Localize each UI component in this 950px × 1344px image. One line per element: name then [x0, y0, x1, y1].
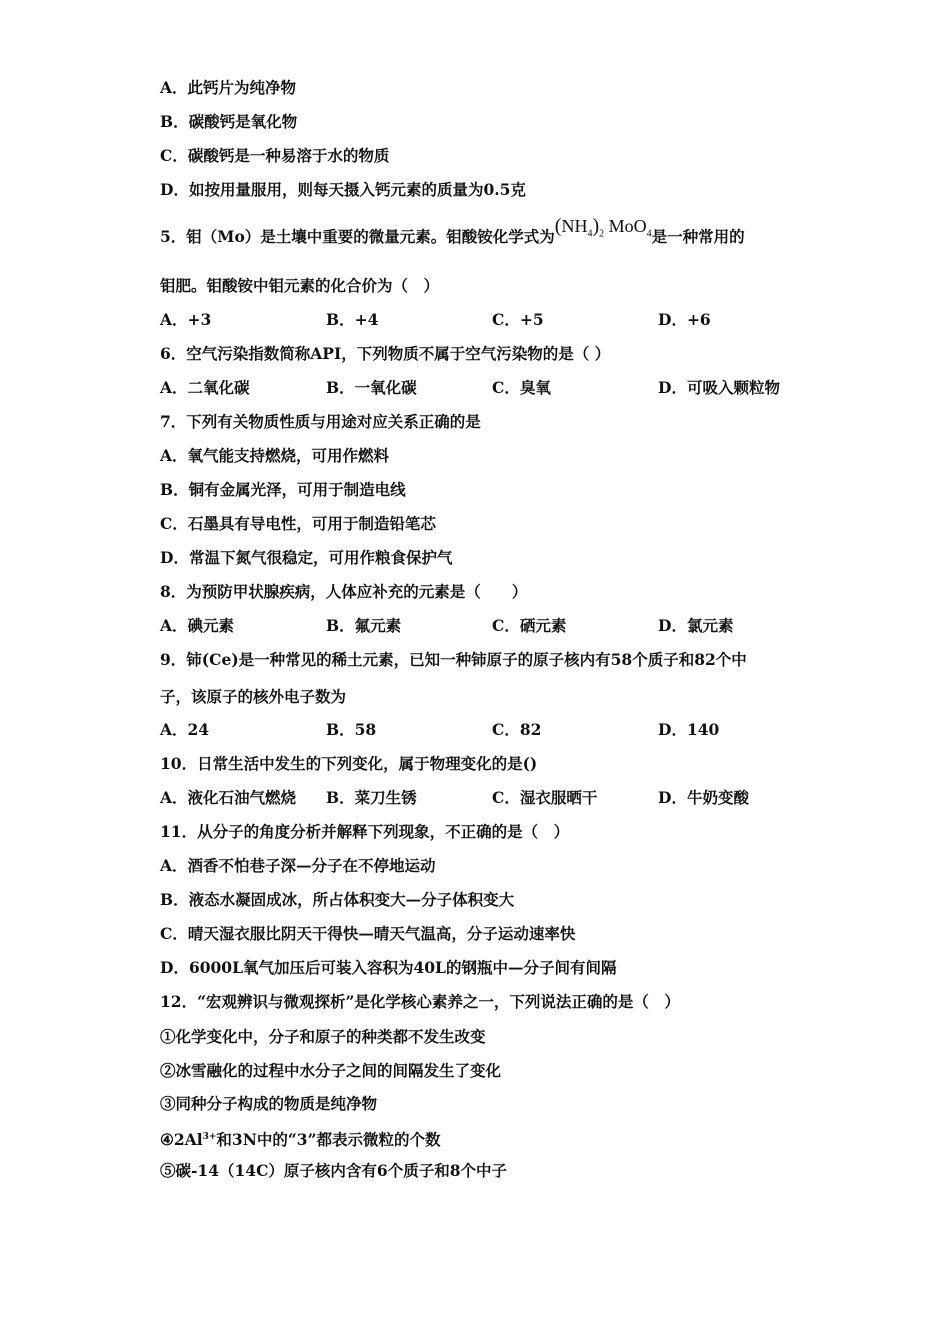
q11-option-c: C．晴天湿衣服比阴天干得快—晴天气温高，分子运动速率快	[160, 924, 576, 943]
q9-option-c: C．82	[492, 720, 542, 739]
q4-option-b: B．碳酸钙是氧化物	[160, 112, 298, 131]
q8-option-b: B．氟元素	[326, 616, 402, 635]
q7-option-a: A．氧气能支持燃烧，可用作燃料	[160, 446, 390, 465]
q5-stem-line2: 钼肥。钼酸铵中钼元素的化合价为（ ）	[160, 276, 440, 295]
q7-option-c: C．石墨具有导电性，可用于制造铅笔芯	[160, 514, 436, 533]
q5-option-c: C．+5	[492, 310, 544, 329]
q12-item-2: ②冰雪融化的过程中水分子之间的间隔发生了变化	[160, 1061, 502, 1080]
q10-stem: 10．日常生活中发生的下列变化，属于物理变化的是()	[160, 754, 538, 773]
q4-option-d: D．如按用量服用，则每天摄入钙元素的质量为0.5克	[160, 180, 526, 199]
q11-option-d: D．6000L氧气加压后可装入容积为40L的钢瓶中—分子间有间隔	[160, 958, 617, 977]
q10-option-a: A．液化石油气燃烧	[160, 788, 297, 807]
q8-stem: 8．为预防甲状腺疾病，人体应补充的元素是（ ）	[160, 582, 528, 601]
q4-option-a: A．此钙片为纯净物	[160, 78, 297, 97]
q12-item-1: ①化学变化中，分子和原子的种类都不发生改变	[160, 1027, 486, 1046]
q5-stem-line1	[160, 215, 745, 255]
ammonium-molybdate-formula: $(NH_4)_2$ MoO$_4$	[554, 215, 652, 240]
q8-option-d: D．氯元素	[658, 616, 734, 635]
q6-stem: 6．空气污染指数简称API，下列物质不属于空气污染物的是（ ）	[160, 344, 611, 363]
q8-option-c: C．硒元素	[492, 616, 567, 635]
q7-option-b: B．铜有金属光泽，可用于制造电线	[160, 480, 406, 499]
q9-stem-line1: 9．铈(Ce)是一种常见的稀土元素，已知一种铈原子的原子核内有58个质子和82个中	[160, 650, 747, 669]
q9-option-d: D．140	[658, 720, 720, 739]
q5-stem-after: 是一种常用的	[651, 227, 745, 246]
q11-stem: 11．从分子的角度分析并解释下列现象，不正确的是（ ）	[160, 822, 570, 841]
q6-option-b: B．一氧化碳	[326, 378, 417, 397]
q11-option-a: A．酒香不怕巷子深—分子在不停地运动	[160, 856, 436, 875]
q7-option-d: D．常温下氮气很稳定，可用作粮食保护气	[160, 548, 453, 567]
q10-option-b: B．菜刀生锈	[326, 788, 417, 807]
q8-option-a: A．碘元素	[160, 616, 235, 635]
q5-option-d: D．+6	[658, 310, 711, 329]
q9-option-a: A．24	[160, 720, 210, 739]
q12-item-5: ⑤碳-14（14C）原子核内含有6个质子和8个中子	[160, 1161, 507, 1180]
q6-option-c: C．臭氧	[492, 378, 551, 397]
q12-stem: 12．“宏观辨识与微观探析”是化学核心素养之一，下列说法正确的是（ ）	[160, 992, 680, 1011]
q11-option-b: B．液态水凝固成冰，所占体积变大—分子体积变大	[160, 890, 515, 909]
q10-option-c: C．湿衣服晒干	[492, 788, 598, 807]
q6-option-d: D．可吸入颗粒物	[658, 378, 780, 397]
q4-option-c: C．碳酸钙是一种易溶于水的物质	[160, 146, 390, 165]
q5-option-a: A．+3	[160, 310, 212, 329]
q6-option-a: A．二氧化碳	[160, 378, 250, 397]
q9-stem-line2: 子，该原子的核外电子数为	[160, 687, 347, 706]
q5-stem-before: 5．钼（Mo）是土壤中重要的微量元素。钼酸铵化学式为	[160, 227, 555, 246]
q7-stem: 7．下列有关物质性质与用途对应关系正确的是	[160, 412, 481, 431]
q10-option-d: D．牛奶变酸	[658, 788, 749, 807]
q12-item-4: $④2Al^{3+}$和3N中的“3”都表示微粒的个数	[160, 1130, 441, 1150]
q9-option-b: B．58	[326, 720, 377, 739]
q12-item-3: ③同种分子构成的物质是纯净物	[160, 1094, 378, 1113]
q5-option-b: B．+4	[326, 310, 379, 329]
